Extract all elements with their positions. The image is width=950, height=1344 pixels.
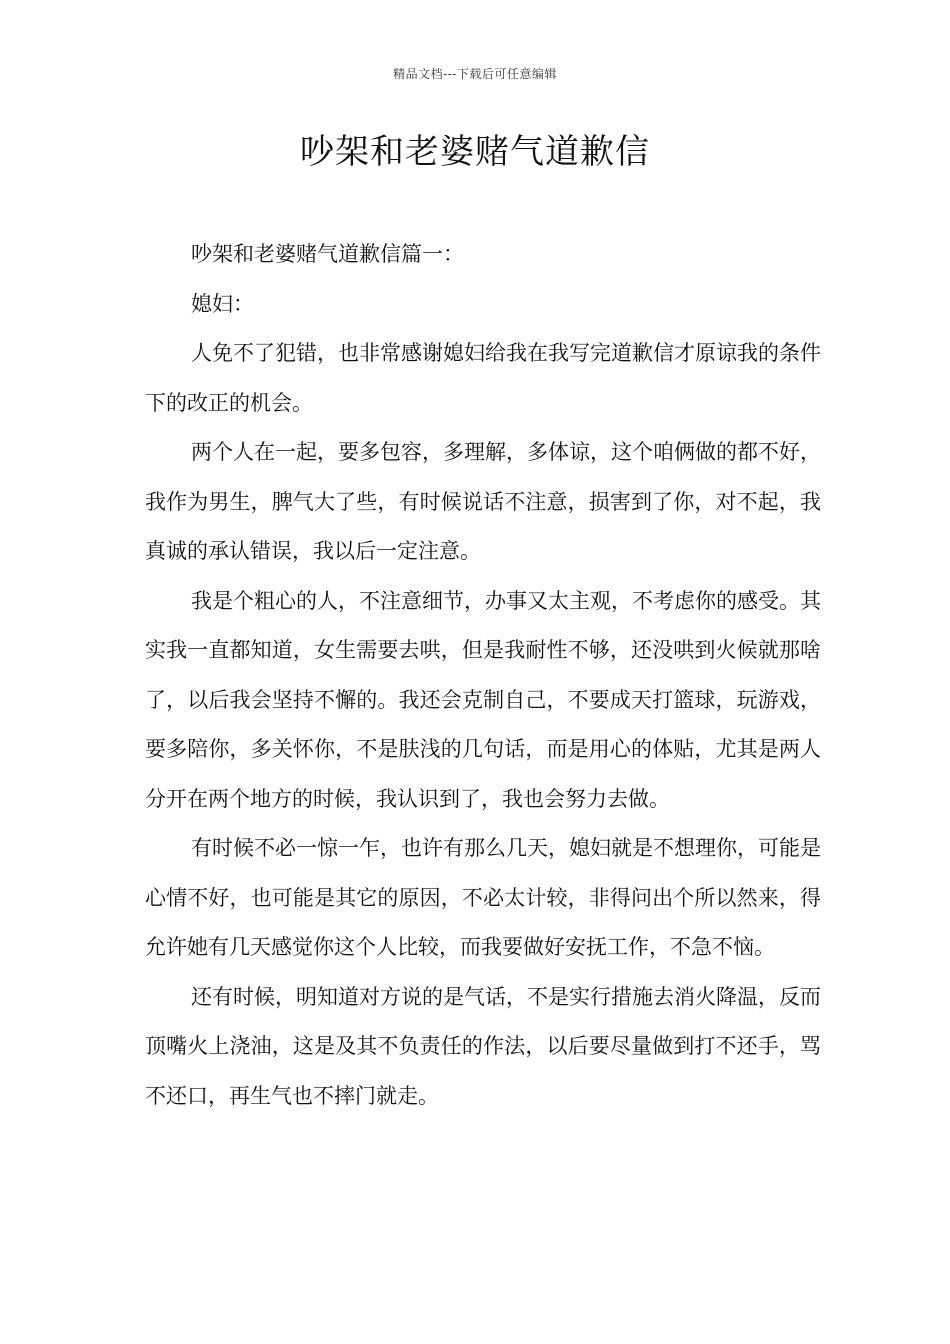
body-paragraph: 两个人在一起，要多包容，多理解，多体谅，这个咱俩做的都不好，我作为男生，脾气大了些，有时候说话不注意，损害到了你，对不起，我真诚的承认错误，我以后一定注意。 xyxy=(145,440,821,563)
document-title: 吵架和老婆赌气道歉信 xyxy=(300,132,650,172)
salutation: 媳妇： xyxy=(191,291,254,316)
body-paragraph: 我是个粗心的人，不注意细节，办事又太主观，不考虑你的感受。其实我一直都知道，女生需要去哄，但是我耐性不够，还没哄到火候就那啥了，以后我会坚持不懈的。我还会克制自己，不要成天打篮球，玩游戏，要多陪你，多关怀你，不是肤浅的几句话，而是用心的体贴，尤其是两人分开在两个地方的时候，我认识到了，我也会努力去做。 xyxy=(145,588,821,811)
document-body xyxy=(145,230,821,1121)
body-paragraph: 人免不了犯错，也非常感谢媳妇给我在我写完道歉信才原谅我的条件下的改正的机会。 xyxy=(145,341,821,415)
body-paragraph: 有时候不必一惊一乍，也许有那么几天，媳妇就是不想理你，可能是心情不好，也可能是其它的原因，不必太计较，非得问出个所以然来，得允许她有几天感觉你这个人比较，而我要做好安抚工作，不急不恼。 xyxy=(145,836,821,959)
section-heading: 吵架和老婆赌气道歉信篇一： xyxy=(191,242,464,266)
body-paragraph: 还有时候，明知道对方说的是气话，不是实行措施去消火降温，反而顶嘴火上浇油，这是及其不负责任的作法，以后要尽量做到打不还手，骂不还口，再生气也不摔门就走。 xyxy=(145,984,821,1108)
header-note: 精品文档---下载后可任意编辑 xyxy=(393,67,557,81)
